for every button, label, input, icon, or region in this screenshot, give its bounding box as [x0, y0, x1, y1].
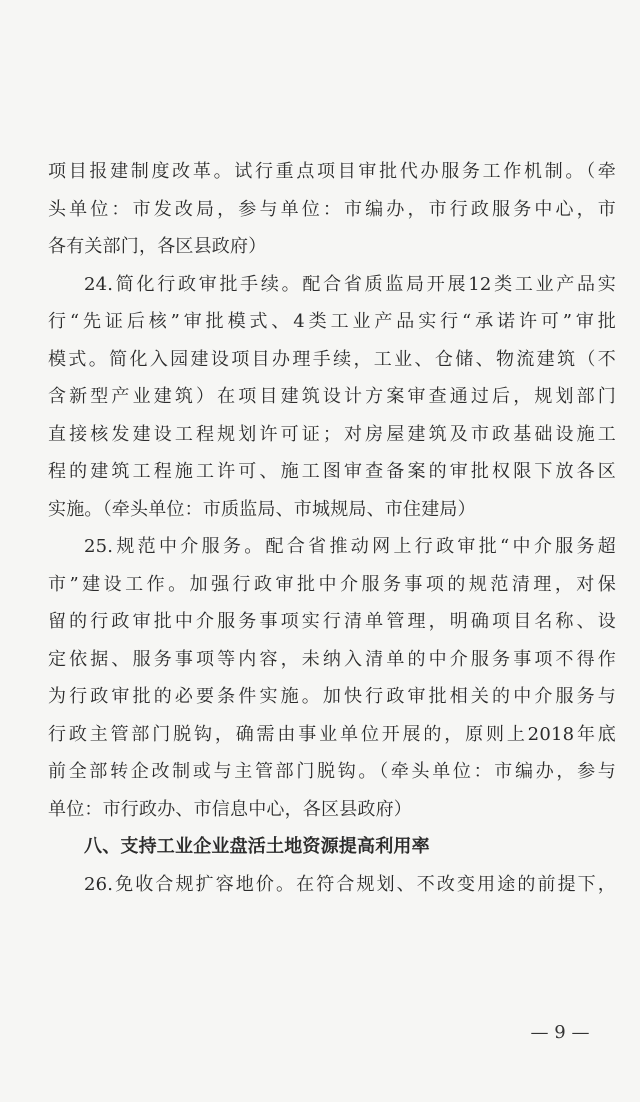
text-line: 单位：市行政办、市信息中心，各区县政府）	[48, 798, 412, 820]
text-line: 项目报建制度改革。试行重点项目审批代办服务工作机制。（牵	[48, 161, 616, 182]
page-number: — 9 —	[530, 1022, 590, 1043]
text-line: 前全部转企改制或与主管部门脱钩。（牵头单位：市编办，参与	[48, 761, 616, 782]
text-line: 实施。（牵头单位：市质监局、市城规局、市住建局）	[48, 498, 476, 520]
text-line: 程的建筑工程施工许可、施工图审查备案的审批权限下放各区	[48, 461, 616, 482]
section-heading: 八、支持工业企业盘活土地资源提高利用率	[84, 836, 430, 857]
text-line: 为行政审批的必要条件实施。加快行政审批相关的中介服务与	[48, 686, 616, 707]
text-line: 定依据、服务事项等内容，未纳入清单的中介服务事项不得作	[48, 648, 616, 670]
text-line: 行“先证后核”审批模式、4类工业产品实行“承诺许可”审批	[48, 311, 616, 332]
text-line: 头单位：市发改局，参与单位：市编办，市行政服务中心，市	[48, 198, 616, 220]
text-line: 留的行政审批中介服务事项实行清单管理，明确项目名称、设	[48, 611, 616, 632]
text-line: 25.规范中介服务。配合省推动网上行政审批“中介服务超	[84, 536, 616, 557]
text-line: 含新型产业建筑）在项目建筑设计方案审查通过后，规划部门	[48, 386, 616, 407]
text-line: 模式。简化入园建设项目办理手续，工业、仓储、物流建筑（不	[48, 348, 616, 370]
text-line: 直接核发建设工程规划许可证；对房屋建筑及市政基础设施工	[48, 423, 616, 445]
text-line: 行政主管部门脱钩，确需由事业单位开展的，原则上2018年底	[48, 723, 616, 745]
text-line: 市”建设工作。加强行政审批中介服务事项的规范清理，对保	[48, 573, 616, 595]
document-body	[48, 153, 616, 903]
text-line: 26.免收合规扩容地价。在符合规划、不改变用途的前提下，	[84, 873, 616, 895]
text-line: 各有关部门，各区县政府）	[48, 236, 267, 257]
text-line: 24.简化行政审批手续。配合省质监局开展12类工业产品实	[84, 273, 616, 295]
